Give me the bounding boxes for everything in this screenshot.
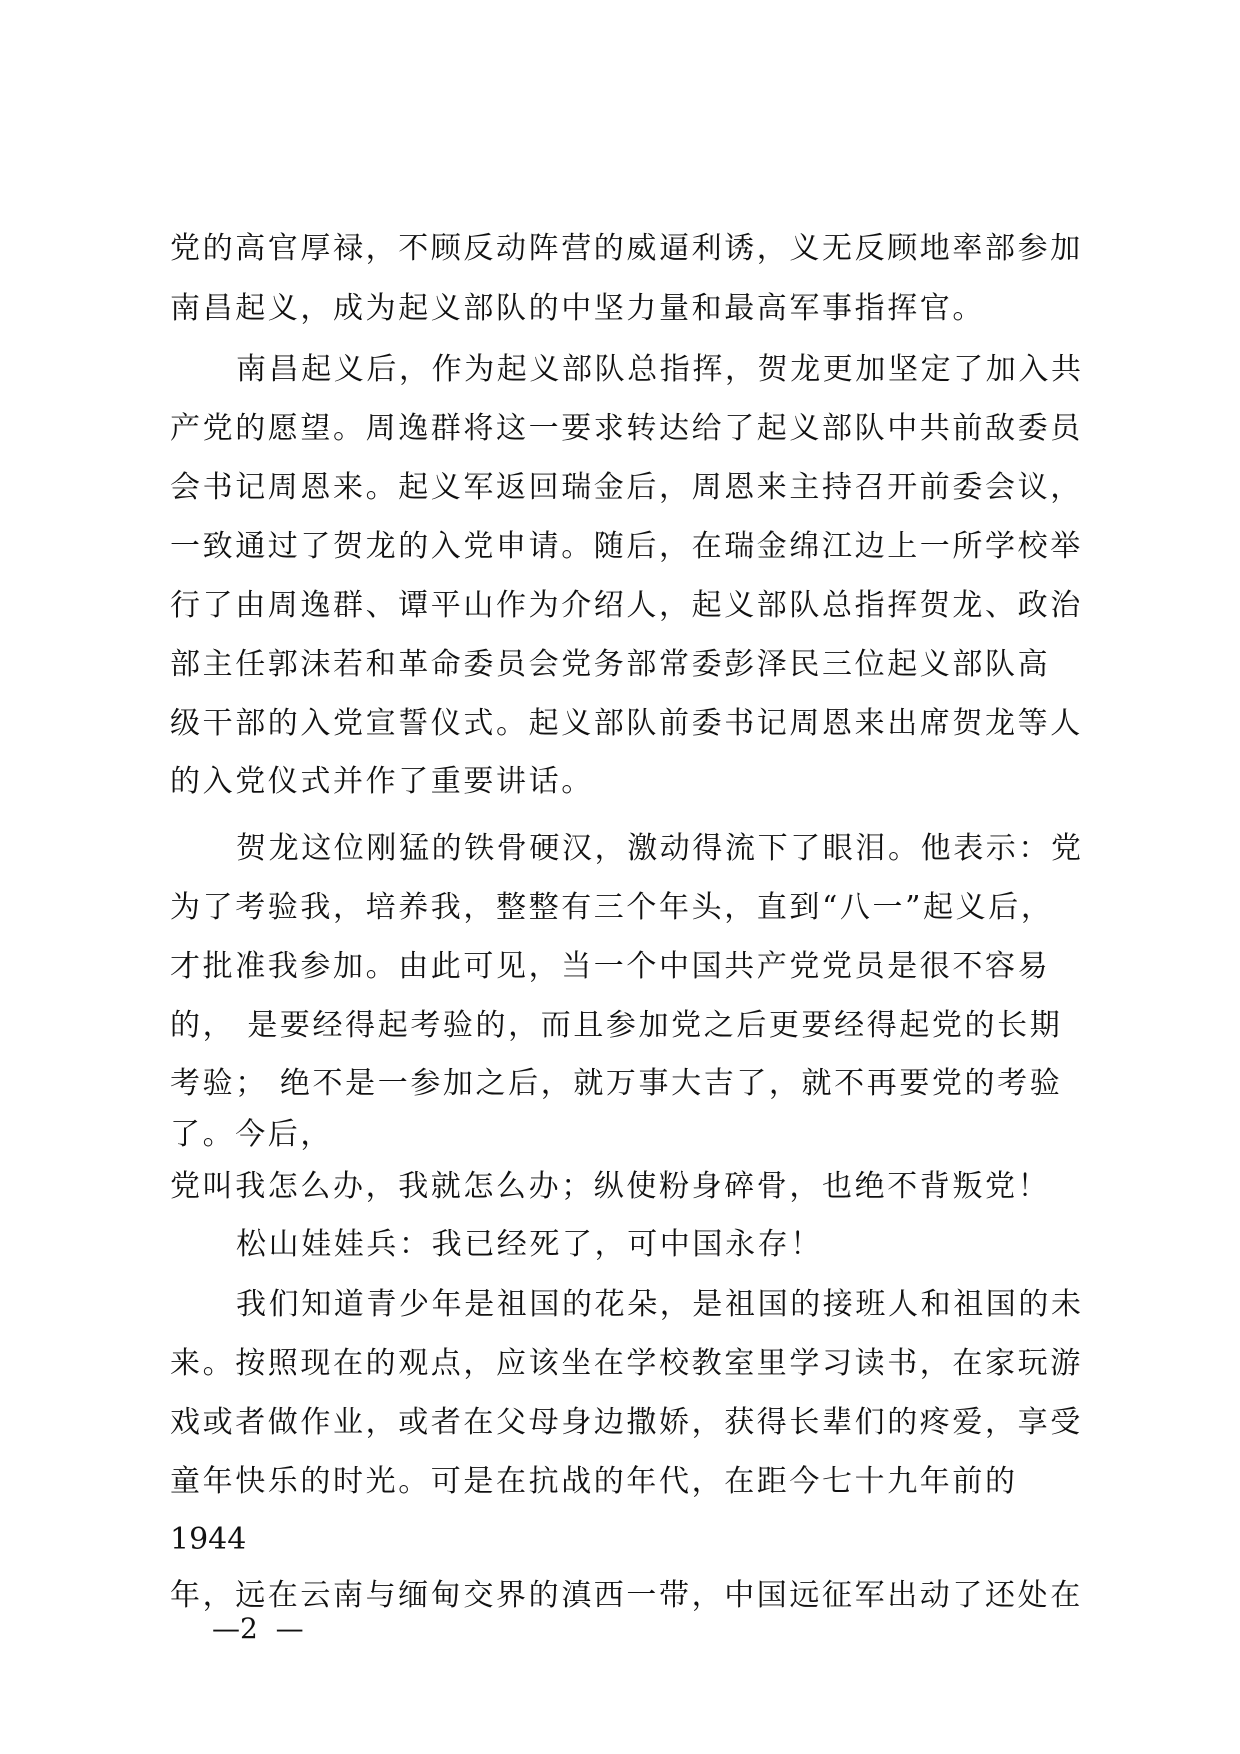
text-line: 考验； 绝不是一参加之后，就万事大吉了，就不再要党的考验: [170, 1066, 1063, 1101]
paragraph-start-line: 松山娃娃兵：我已经死了，可中国永存！: [236, 1227, 823, 1262]
text-line: 南昌起义，成为起义部队的中坚力量和最高军事指挥官。: [170, 291, 985, 326]
text-line: 1944: [170, 1522, 247, 1557]
text-line: 一致通过了贺龙的入党申请。随后，在瑞金绵江边上一所学校举: [170, 529, 1083, 564]
text-line: 戏或者做作业，或者在父母身边撒娇，获得长辈们的疼爱，享受: [170, 1405, 1083, 1440]
text-line: 了。今后，: [170, 1117, 333, 1152]
text-line: 来。按照现在的观点，应该坐在学校教室里学习读书，在家玩游: [170, 1346, 1083, 1381]
text-line: 行了由周逸群、谭平山作为介绍人，起义部队总指挥贺龙、政治: [170, 588, 1083, 623]
text-line: 才批准我参加。由此可见，当一个中国共产党党员是很不容易: [170, 949, 1051, 984]
text-line: 的入党仪式并作了重要讲话。: [170, 764, 594, 799]
text-line: 部主任郭沫若和革命委员会党务部常委彭泽民三位起义部队高: [170, 647, 1051, 682]
text-line: 产党的愿望。周逸群将这一要求转达给了起义部队中共前敌委员: [170, 411, 1083, 446]
text-line: 党叫我怎么办，我就怎么办；纵使粉身碎骨，也绝不背叛党！: [170, 1169, 1051, 1204]
text-line: 为了考验我，培养我，整整有三个年头，直到“八一”起义后，: [170, 890, 1054, 925]
text-line: 的， 是要经得起考验的，而且参加党之后更要经得起党的长期: [170, 1008, 1063, 1043]
paragraph-start-line: 贺龙这位刚猛的铁骨硬汉，激动得流下了眼泪。他表示：党: [236, 831, 1084, 866]
paragraph-start-line: 我们知道青少年是祖国的花朵，是祖国的接班人和祖国的未: [236, 1287, 1084, 1322]
text-line: 会书记周恩来。起义军返回瑞金后，周恩来主持召开前委会议，: [170, 470, 1083, 505]
paragraph-start-line: 南昌起义后，作为起义部队总指挥，贺龙更加坚定了加入共: [236, 352, 1084, 387]
text-line: 党的高官厚禄，不顾反动阵营的威逼利诱，义无反顾地率部参加: [170, 231, 1083, 266]
page-number: —2 —: [212, 1612, 304, 1645]
text-line: 级干部的入党宣誓仪式。起义部队前委书记周恩来出席贺龙等人: [170, 706, 1083, 741]
text-line: 年，远在云南与缅甸交界的滇西一带，中国远征军出动了还处在: [170, 1578, 1083, 1613]
text-line: 童年快乐的时光。可是在抗战的年代，在距今七十九年前的: [170, 1464, 1018, 1499]
